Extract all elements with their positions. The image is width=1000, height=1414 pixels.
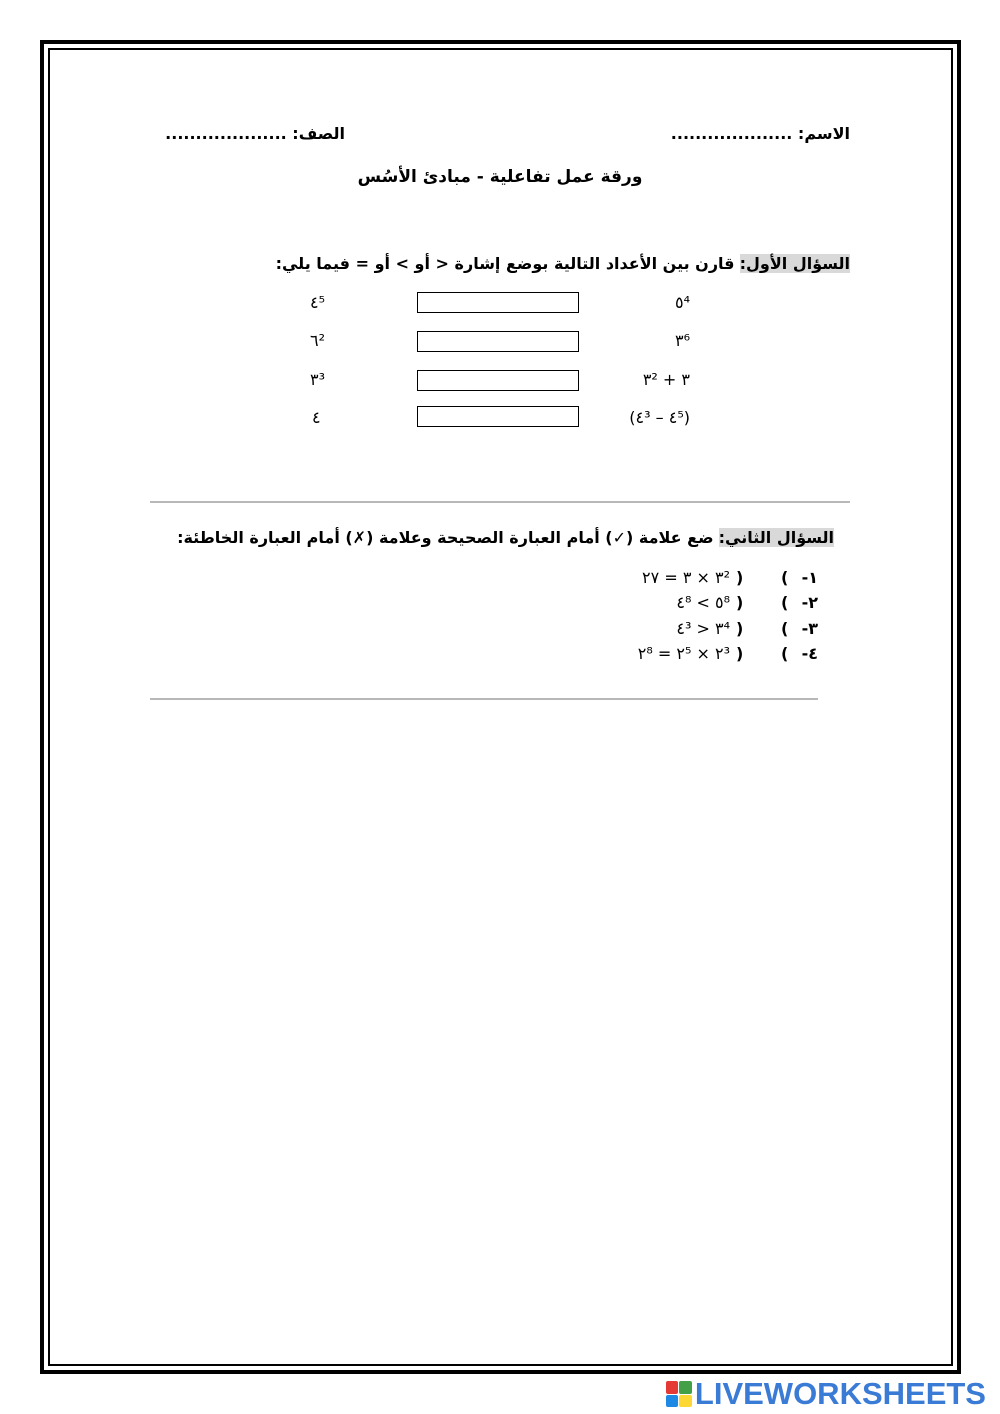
q2-item3-number: ٣- <box>801 619 818 638</box>
q2-item2-close-paren: ) <box>736 593 744 612</box>
question2-instruction: ضع علامة (✓) أمام العبارة الصحيحة وعلامة (✗) أمام العبارة الخاطئة: <box>177 528 714 547</box>
q1-row1-answer-box[interactable] <box>417 292 579 313</box>
q2-item4-number: ٤- <box>801 644 818 663</box>
q2-item4-close-paren: ) <box>736 644 744 663</box>
q2-item2-number: ٢- <box>801 593 818 612</box>
q1-row4-left: (٤⁵ – ٤³) <box>629 408 690 427</box>
question1-heading: السؤال الأول: <box>739 254 850 273</box>
class-field[interactable]: الصف: .................... <box>165 124 345 143</box>
q2-item3-statement: ٣⁴ < ٤³ <box>676 619 730 638</box>
q2-item1-open-paren: ( <box>781 568 789 587</box>
question1-instruction: قارن بين الأعداد التالية بوضع إشارة < أو > أو = فيما يلي: <box>275 254 735 273</box>
q1-row3-left: ٣ + ٣² <box>642 370 690 389</box>
logo-square-yellow <box>679 1395 692 1408</box>
q1-row3-answer-box[interactable] <box>417 370 579 391</box>
q2-item3-open-paren: ( <box>781 619 789 638</box>
q2-item4-open-paren: ( <box>781 644 789 663</box>
q2-item1-number: ١- <box>801 568 818 587</box>
q2-item4-statement: ٢³ × ٢⁵ = ٢⁸ <box>637 644 730 663</box>
q1-row2-right: ٦² <box>310 331 326 350</box>
worksheet-title: ورقة عمل تفاعلية - مبادئ الأسُس <box>357 167 643 187</box>
q1-row4-answer-box[interactable] <box>417 406 579 427</box>
question1-prompt <box>276 254 850 274</box>
q1-row2-left: ٣⁶ <box>674 331 690 350</box>
logo-square-red <box>666 1381 679 1394</box>
name-field[interactable]: الاسم: .................... <box>670 124 850 143</box>
q2-item1-statement: ٣² × ٣ = ٢٧ <box>642 568 730 587</box>
logo-square-blue <box>666 1395 679 1408</box>
q1-row4-right: ٤ <box>312 408 321 427</box>
liveworksheets-logo <box>666 1376 986 1412</box>
q2-item1-close-paren: ) <box>736 568 744 587</box>
q2-item3-close-paren: ) <box>736 619 744 638</box>
q2-item2-statement: ٥⁸ > ٤⁸ <box>676 593 730 612</box>
liveworksheets-wordmark: LIVEWORKSHEETS <box>694 1376 986 1411</box>
section-divider-bottom <box>150 698 818 700</box>
page-border-inner <box>48 48 953 1366</box>
q2-item2-open-paren: ( <box>781 593 789 612</box>
question2-prompt <box>177 528 834 548</box>
liveworksheets-icon <box>666 1381 692 1407</box>
q1-row3-right: ٣³ <box>310 370 326 389</box>
question2-heading: السؤال الثاني: <box>718 528 834 547</box>
q1-row1-right: ٤⁵ <box>310 293 326 312</box>
q1-row1-left: ٥⁴ <box>674 293 690 312</box>
section-divider <box>150 501 850 503</box>
q1-row2-answer-box[interactable] <box>417 331 579 352</box>
logo-square-green <box>679 1381 692 1394</box>
